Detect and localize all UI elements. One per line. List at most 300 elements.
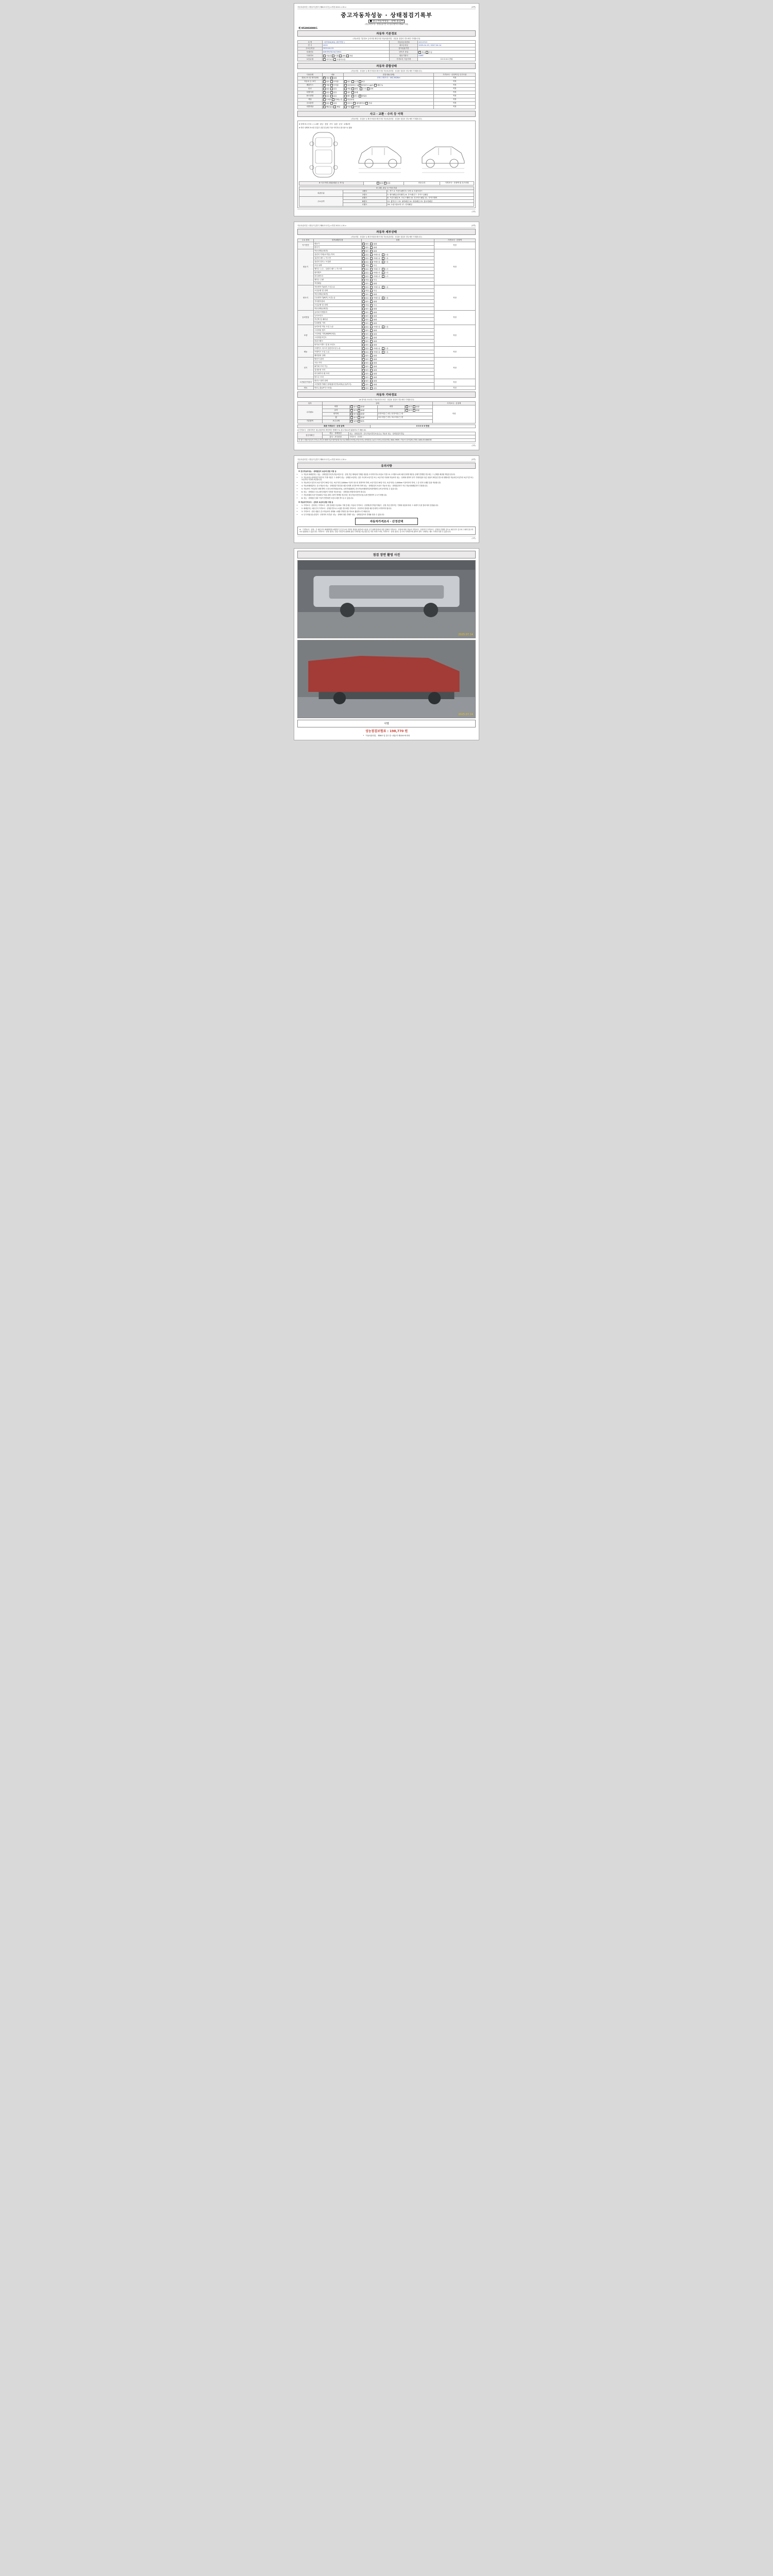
checkbox-opt1[interactable] — [370, 272, 373, 274]
checkbox-opt1[interactable] — [370, 347, 373, 350]
checkbox-opt2[interactable] — [382, 268, 384, 270]
structure-title: ※ 교환, 판금 등 이상 부위 — [299, 187, 474, 190]
detail-item-label: 스티어링 펌프 — [314, 329, 362, 332]
overall-row-note-4: 적정 — [434, 91, 476, 94]
checkbox-accident-yes[interactable] — [384, 182, 386, 184]
checkbox-recall-na[interactable] — [323, 106, 326, 108]
detail-item-label: 작동상태(공회전) — [314, 293, 362, 296]
checkbox-first[interactable] — [362, 290, 365, 292]
checkbox-first[interactable] — [362, 376, 365, 379]
checkbox-opt1[interactable] — [370, 333, 373, 335]
section-overall-note: (자동차법 · 상업용 등 확인사항을 확인사항 자동차관리법 · 상업용 점검의 경우에만 기재합니다) — [351, 70, 422, 73]
checkbox-opt1[interactable] — [370, 369, 373, 371]
checkbox-opt1[interactable] — [370, 297, 373, 299]
checkbox-opt1[interactable] — [370, 340, 373, 343]
value-smoke: % — [381, 84, 383, 87]
checkbox-business[interactable] — [359, 95, 361, 97]
checkbox-vin-repaint[interactable] — [351, 80, 354, 83]
checkbox-opt1[interactable] — [370, 336, 373, 339]
checkbox-opt1[interactable] — [370, 290, 373, 292]
detail-item-label: 연료누출(LP가스포함) — [314, 386, 362, 390]
notice-title-2: ※ 자동차가격조사 · 산정의 보증에 관한 사항 등 — [298, 501, 333, 503]
checkbox-hc[interactable] — [356, 84, 361, 87]
outer-rank-2: 2랭크 — [343, 193, 386, 196]
checkbox-first[interactable] — [362, 297, 365, 299]
document-subtitle — [297, 20, 476, 25]
checkbox-vin-bad[interactable] — [330, 80, 333, 83]
overall-state-table — [297, 73, 476, 109]
car-side-view-icon — [356, 130, 405, 179]
value-hc: ppm — [369, 84, 374, 87]
checkbox-opt1[interactable] — [370, 261, 373, 263]
checkbox-first[interactable] — [362, 372, 365, 375]
sheet-topbar — [297, 6, 476, 9]
checkbox-opt1[interactable] — [370, 326, 373, 328]
detail-item-options: ✓ 없음 미세누유 누유 — [361, 285, 434, 289]
checkbox-opt2[interactable] — [382, 275, 384, 278]
checkbox-opt2[interactable] — [382, 351, 384, 353]
checkbox-first[interactable] — [362, 300, 365, 303]
bottom-legal-note: * 「자동차관리법」 제58조 및 같은 법 시행규칙 제120조에 따라 — [363, 735, 410, 737]
checkbox-first[interactable] — [362, 362, 365, 364]
detail-item-label: 실린더 헤드 / 가스켓 — [314, 257, 362, 260]
detail-item-label: 실내송풍 모터 — [314, 368, 362, 372]
inner-list-a: 8. 프론트패널 9. 크로스멤버 10. 인사이드패널 11. 사이드멤버 — [386, 196, 474, 199]
checkbox-first[interactable] — [362, 365, 365, 368]
value-trans-type: ✓ 자동 수동 — [418, 50, 476, 54]
checkbox-wheel-ok[interactable] — [350, 416, 353, 419]
checkbox-first[interactable] — [362, 243, 365, 245]
sheet-1-footer: (3쪽) — [297, 209, 476, 213]
detail-group-label: 자기진단 — [298, 242, 314, 249]
checkbox-opt1[interactable] — [370, 318, 373, 321]
checkbox-trans-auto[interactable] — [418, 51, 421, 54]
checkbox-opt1[interactable] — [370, 387, 373, 389]
checkbox-first[interactable] — [362, 311, 365, 314]
checkbox-opt1[interactable] — [370, 304, 373, 307]
checkbox-tire-ok[interactable] — [350, 413, 353, 415]
signature-row-1-type: 검사 · 조사산정 — [322, 435, 348, 438]
detail-state-table — [297, 239, 476, 390]
overall-row-note-0: 적정 — [434, 76, 476, 80]
value-vin: KMHFM781HA70901 — [322, 50, 390, 54]
checkbox-opt1[interactable] — [370, 286, 373, 289]
document-number: 제 952003009도 — [298, 27, 318, 30]
overall-col-1: 내용 — [322, 73, 343, 76]
checkbox-opt2[interactable] — [382, 253, 384, 256]
detail-col-1: 항목/해당부품 — [314, 239, 362, 242]
diagram-legend-1: ※ 상태 표시 부호 : ( ) 교환 · 판금 · 용접 · 부식 · 흠집 · 손상 · 교체요망 — [299, 123, 350, 125]
value-warranty-amount: 0 0 0 0 0 만원 — [418, 58, 476, 61]
checkbox-opt2[interactable] — [382, 286, 384, 289]
detail-group-price: 적정 — [434, 379, 475, 386]
checkbox-opt1[interactable] — [370, 311, 373, 314]
outer-list-1: 1. 후드 2. 프론트펜더 3. 도어 4. 트렁크리드 — [386, 190, 474, 193]
other-price-note: 적정 — [432, 405, 475, 423]
detail-item-label: 파워크랭크 — [314, 340, 362, 343]
detail-item-label: 라디에이터 팬 모터 — [314, 372, 362, 376]
checkbox-fuel-lpg[interactable] — [339, 55, 342, 57]
section-detail-note: (자동차법 · 상업용 등 확인사항을 확인사항 자동차관리법 · 상업용 점검의 경우에만 기재합니다) — [351, 235, 422, 238]
label-insp-valid: 검사유효기간 — [390, 47, 418, 50]
checkbox-opt2[interactable] — [382, 297, 384, 299]
checkbox-first[interactable] — [362, 293, 365, 296]
checkbox-first[interactable] — [362, 380, 365, 382]
detail-item-label: 스티어링조인트 — [314, 336, 362, 340]
checkbox-tuning-yes[interactable] — [330, 88, 333, 90]
overall-row-name-4: 특별이력 — [298, 91, 323, 94]
checkbox-opt1[interactable] — [370, 372, 373, 375]
checkbox-opt1[interactable] — [370, 376, 373, 379]
checkbox-option-etc[interactable] — [365, 102, 368, 105]
detail-group-label: 제동 — [298, 347, 314, 358]
checkbox-first[interactable] — [362, 340, 365, 343]
checkbox-rent[interactable] — [344, 95, 347, 97]
checkbox-opt1[interactable] — [370, 354, 373, 357]
sheet-3-footer: (3쪽) — [297, 536, 476, 539]
checkbox-tuning-structure[interactable] — [360, 88, 362, 90]
checkbox-first[interactable] — [362, 358, 365, 361]
checkbox-first[interactable] — [362, 268, 365, 270]
table-row — [298, 311, 476, 314]
checkbox-recall-yes[interactable] — [333, 106, 336, 108]
checkbox-opt1[interactable] — [370, 358, 373, 361]
checkbox-vin-ok[interactable] — [323, 80, 326, 83]
overall-row-opts-3: ✓ 없음 있음 — [322, 87, 343, 91]
checkbox-first[interactable] — [362, 308, 365, 310]
checkbox-opt2[interactable] — [382, 272, 384, 274]
document-subtitle-box: ■ 중고자동차성능 · 상태 점검부 — [368, 20, 405, 23]
other-col-0: 항목 — [298, 402, 323, 405]
outer-list-2: 5. 쿼터패널(리어펜더) 6. 루프패널 7. 사이드실패널 — [386, 193, 474, 196]
detail-item-label: 고전원전기배선 상태(접속단자/피복/손상/부식) — [314, 383, 362, 386]
sheet-2-ref: 자동차관리법 시행규칙 [별지 제82호서식] <개정 2021.1.19.> — [297, 224, 347, 227]
notice-item: • 1. 자동차 매매업자는 성능 · 상태점검기록부(자동차인도일 · 산정 부분 제외)에 기재된 내용을 고의적이거나 과실로 거짓으로 고지할으로써 매수인에게 재산상 손해가 발생한 경우에는 그 손해를 배상할 책임을 집니다. — [301, 473, 476, 476]
overall-row-name-5: 용도변경 — [298, 94, 323, 98]
checkbox-opt1[interactable] — [370, 351, 373, 353]
detail-group-price: 적정 — [434, 347, 475, 358]
checkbox-exterior-bad[interactable] — [358, 405, 360, 408]
checkbox-opt1[interactable] — [370, 300, 373, 303]
checkbox-fuel-gasoline[interactable] — [323, 55, 326, 57]
checkbox-first[interactable] — [362, 246, 365, 249]
checkbox-warranty-ins[interactable] — [333, 58, 336, 61]
table-row — [298, 285, 476, 289]
inspection-photo-2 — [297, 640, 476, 718]
checkbox-first[interactable] — [362, 344, 365, 346]
notice-item: • 4. 특기사항(성능점검자 · 산정자의 의견)은 성능 · 상태에 대한 견해가 성능 · 상태점검자의 견해와 다를 수 있습니다. — [301, 514, 476, 516]
checkbox-first[interactable] — [362, 329, 365, 332]
checkbox-blank-bad[interactable] — [413, 409, 415, 412]
checkbox-interior-ok[interactable] — [406, 405, 408, 408]
checkbox-recall-done[interactable] — [344, 106, 347, 108]
history-accident-value: 없음 있음 — [364, 181, 404, 185]
sheet-2-footer: (3쪽) — [297, 443, 476, 447]
checkbox-fire[interactable] — [351, 91, 354, 94]
section-basic-info-note: (자동차법 기본정보 등의사항 확인사항 자동차관리법 · 상업용 점검의 경우에만 기재합니다) — [352, 38, 421, 40]
checkbox-opt1[interactable] — [370, 362, 373, 364]
sheet-2-topbar — [297, 224, 476, 228]
checkbox-opt1[interactable] — [370, 383, 373, 386]
label-first-reg-date: 주소등록일 — [298, 47, 323, 50]
checkbox-navigation[interactable] — [353, 102, 356, 105]
overall-row-val-4: 침수 화재 — [343, 91, 434, 94]
diagram-legend-2: ※ 하단 상태에 표시한 부분은 점검 및 판단 기준 이미지로 참고용으로 활용 — [299, 126, 352, 129]
overall-row-opts-8: ✓ 해당없음 해당 — [322, 105, 343, 109]
checkbox-option-yes[interactable] — [330, 102, 333, 105]
checkbox-warranty-self[interactable] — [323, 58, 326, 61]
checkbox-first[interactable] — [362, 347, 365, 350]
table-row — [298, 249, 476, 253]
checkbox-fuel-etc[interactable] — [346, 55, 349, 57]
checkbox-exterior-ok[interactable] — [350, 405, 353, 408]
inner-rank-b: B랭크 — [343, 200, 386, 203]
notice-item: • 2. 자동차성능상태점검기록부의 기재 사항은 그 차량의 성능 · 상태를 보증하는 것은 아니며 보증기간 또는 보증거리 이내에 자동차의 성능 · 상태에 대하여 상기 기재사항과 다른 내용이 확인된 경우에 대해서만 자동차인도일부터 보증기간 또는 보증거리 이내에 보증합니다. — [301, 477, 476, 481]
detail-item-label: 등속조인트 — [314, 314, 362, 318]
document-title: 중고자동차성능 · 상태점검기록부 — [341, 12, 432, 19]
checkbox-color-changed[interactable] — [344, 98, 347, 101]
inner-list-c: 16. 트렁크플로어 17. 리어패널 — [386, 203, 474, 206]
detail-item-label: 커먼레일 — [314, 282, 362, 285]
checkbox-special-yes[interactable] — [330, 91, 333, 94]
checkbox-accident-none[interactable] — [377, 182, 379, 184]
detail-item-options: ✓ 양호 불량 — [361, 329, 434, 332]
checkbox-opt1[interactable] — [370, 380, 373, 382]
checkbox-tuning-legal[interactable] — [344, 88, 347, 90]
overall-row-opts-1: ✓ 양호 부적합 — [322, 80, 343, 83]
checkbox-spare-no[interactable] — [358, 420, 360, 422]
checkbox-glass-ok[interactable] — [350, 409, 353, 412]
checkbox-first[interactable] — [362, 286, 365, 289]
detail-group-price: 적정 — [434, 358, 475, 379]
detail-item-options: ✓ 적정 부족 — [361, 278, 434, 282]
detail-item-label: 와이퍼 모터 기능 — [314, 365, 362, 368]
checkbox-opt1[interactable] — [370, 282, 373, 285]
checkbox-mileage-bad[interactable] — [330, 77, 333, 79]
detail-item-label: 브레이크 마스터 실린더오일 누유 — [314, 347, 362, 350]
overall-row-val-2: 일산화탄소 % 탄화수소 ppm 매연 % — [343, 83, 434, 87]
checkbox-first[interactable] — [362, 261, 365, 263]
overall-row-note-3: 적정 — [434, 87, 476, 91]
checkbox-opt2[interactable] — [382, 257, 384, 260]
overall-row-name-3: 튜닝 — [298, 87, 323, 91]
checkbox-vin-etc[interactable] — [359, 80, 361, 83]
label-fuel: 사용연료 — [298, 54, 323, 58]
checkbox-opt1[interactable] — [370, 243, 373, 245]
other-item-glass: 유리 — [322, 409, 349, 412]
checkbox-wheel-bad[interactable] — [358, 416, 360, 419]
checkbox-opt2[interactable] — [382, 261, 384, 263]
section-notice-header: 유의사항 — [297, 463, 476, 469]
history-price-note: 가격조사 · 산정액 및 특기사항 — [440, 181, 474, 185]
checkbox-first[interactable] — [362, 351, 365, 353]
checkbox-opt1[interactable] — [370, 329, 373, 332]
other-opts-wheel: ✓ 양호 불량 — [350, 416, 377, 419]
checkbox-first[interactable] — [362, 264, 365, 267]
detail-item-options: ✓ 양호 불량 — [361, 336, 434, 340]
checkbox-tuning-illegal[interactable] — [351, 88, 354, 90]
checkbox-first[interactable] — [362, 315, 365, 317]
checkbox-first[interactable] — [362, 383, 365, 386]
sheet-3 — [294, 455, 479, 544]
signature-row-0-text: 성능 · 상태점검자 : 한국자동차진단보증(주) / 자동차 성능 · 상태점검자 발급 — [349, 432, 476, 435]
other-col-1: 상태 — [322, 402, 432, 405]
checkbox-emission-bad[interactable] — [330, 84, 333, 87]
total-value: 0 0 0 0 0 만원 — [371, 425, 476, 428]
checkbox-first[interactable] — [362, 354, 365, 357]
detail-item-label: 기어변속장치 — [314, 300, 362, 303]
overall-row-name-6: 색상 — [298, 98, 323, 101]
overall-row-opts-2: ✓ 적합 부적합 — [322, 83, 343, 87]
checkbox-opt1[interactable] — [370, 322, 373, 325]
label-year: 연 식 — [298, 44, 323, 47]
notice-item: • 4. 자동차매매업자는 중고자동차 성능 · 상태점검기록부를 매수인에게 교부하여야 하며 성능 · 상태점검의 보증은 자동차 성능 · 상태점검자가 아닌 자동차매매업자가 부담합니다. — [301, 485, 476, 487]
checkbox-first[interactable] — [362, 318, 365, 321]
checkbox-opt1[interactable] — [370, 253, 373, 256]
photo-1-timestamp: 2025.07.14 — [458, 633, 473, 637]
checkbox-co[interactable] — [344, 84, 347, 87]
other-item-wheel: 휠 — [322, 416, 349, 419]
checkbox-interior-bad[interactable] — [413, 405, 415, 408]
checkbox-first[interactable] — [362, 333, 365, 335]
inner-frame-label: 주요골격 — [299, 196, 343, 206]
damage-diagram — [297, 121, 476, 208]
value-engine-type: G4KE — [418, 54, 476, 58]
table-row — [298, 325, 476, 329]
checkbox-first[interactable] — [362, 336, 365, 339]
checkbox-recall-notdone[interactable] — [351, 106, 354, 108]
checkbox-usechange-yes[interactable] — [330, 95, 333, 97]
other-item-exterior: 외장 — [322, 405, 349, 409]
checkbox-spare-yes[interactable] — [350, 420, 353, 422]
checkbox-opt2[interactable] — [382, 326, 384, 328]
checkbox-lease[interactable] — [351, 95, 354, 97]
checkbox-opt1[interactable] — [370, 264, 373, 267]
inner-rank-a: A랭크 — [343, 196, 386, 199]
checkbox-color-full[interactable] — [332, 98, 334, 101]
detail-col-3: 가격조사 · 산정액 — [434, 239, 475, 242]
checkbox-fuel-diesel[interactable] — [332, 55, 334, 57]
checkbox-opt1[interactable] — [370, 308, 373, 310]
inner-rank-c: C랭크 — [343, 203, 386, 206]
checkbox-opt1[interactable] — [370, 315, 373, 317]
checkbox-first[interactable] — [362, 250, 365, 252]
detail-item-label: 작동상태(공회전) — [314, 249, 362, 253]
checkbox-trans-manual[interactable] — [426, 51, 428, 54]
checkbox-opt1[interactable] — [370, 257, 373, 260]
checkbox-first[interactable] — [362, 257, 365, 260]
other-info-table — [297, 401, 476, 423]
outer-panel-label: 외판부위 — [299, 190, 343, 196]
detail-group-price: 적정 — [434, 285, 475, 311]
detail-group-price: 적정 — [434, 311, 475, 325]
checkbox-flood[interactable] — [344, 91, 347, 94]
checkbox-tuning-device[interactable] — [367, 88, 369, 90]
other-opts-tire: ✓ 양호 불량 — [350, 412, 377, 416]
value-first-reg: 2025-04-15 / 2027-04-14 — [418, 44, 476, 47]
checkbox-first[interactable] — [362, 279, 365, 281]
table-row — [298, 379, 476, 383]
checkbox-opt1[interactable] — [370, 246, 373, 249]
sheet-2-page: (3쪽) — [471, 224, 476, 227]
detail-item-label: 브레이크 오일 누유 — [314, 350, 362, 354]
checkbox-opt1[interactable] — [370, 279, 373, 281]
checkbox-opt2[interactable] — [382, 347, 384, 350]
checkbox-opt1[interactable] — [370, 344, 373, 346]
checkbox-emission-ok[interactable] — [323, 84, 326, 87]
checkbox-first[interactable] — [362, 275, 365, 278]
checkbox-blank-ok[interactable] — [406, 409, 408, 412]
checkbox-smoke[interactable] — [374, 84, 377, 87]
checkbox-color-original[interactable] — [323, 98, 326, 101]
detail-group-label: 원동기 — [298, 249, 314, 285]
checkbox-mileage-ok[interactable] — [323, 77, 326, 79]
detail-group-price: 적정 — [434, 249, 475, 285]
signature-table — [297, 432, 476, 442]
checkbox-opt1[interactable] — [370, 268, 373, 270]
car-top-view-icon — [306, 130, 342, 179]
checkbox-vin-altered[interactable] — [344, 80, 347, 83]
checkbox-first[interactable] — [362, 387, 365, 389]
checkbox-tire-bad[interactable] — [358, 413, 360, 415]
detail-group-label: 변속기 — [298, 285, 314, 311]
checkbox-sunroof[interactable] — [344, 102, 347, 105]
detail-item-options: ✓ 양호 불량 — [361, 368, 434, 372]
detail-item-label: 배력장치 상태 — [314, 354, 362, 358]
checkbox-opt1[interactable] — [370, 293, 373, 296]
detail-item-label: 변속기 — [314, 246, 362, 249]
detail-item-options: ✓ 없음 미세누수 누수 — [361, 267, 434, 271]
detail-item-options: ✓ 양호 불량 — [361, 372, 434, 376]
detail-item-label: 수동변속기(M/T) 오일누유 — [314, 296, 362, 300]
overall-row-val-7: 선루프 내비게이션 기타 — [343, 101, 434, 105]
detail-item-label: 워터펌프 — [314, 271, 362, 275]
detail-item-label: 윈도우 모터 — [314, 376, 362, 379]
signature-field: 서명 — [297, 720, 476, 727]
checkbox-tuning-none[interactable] — [323, 88, 326, 90]
other-opts-blank: 양호 불량 — [405, 409, 432, 412]
overall-row-opts-5: ✓ 없음 있음 — [322, 94, 343, 98]
detail-item-options: ✓ 양호 불량 — [361, 358, 434, 361]
value-first-reg-date: 2015-04-15 — [322, 47, 390, 50]
detail-item-label: 추진축 및 베어링 — [314, 318, 362, 321]
checkbox-special-none[interactable] — [323, 91, 326, 94]
detail-item-label: 라디에이터 — [314, 275, 362, 278]
table-row — [298, 347, 476, 350]
checkbox-option-none[interactable] — [323, 102, 326, 105]
checkbox-first[interactable] — [362, 253, 365, 256]
checkbox-glass-bad[interactable] — [358, 409, 360, 412]
checkbox-usechange-none[interactable] — [323, 95, 326, 97]
detail-item-options: ✓ 양호 불량 — [361, 300, 434, 303]
checkbox-first[interactable] — [362, 282, 365, 285]
sheet-3-ref: 자동차관리법 시행규칙 [별지 제82호서식] <개정 2021.1.19.> — [297, 458, 347, 461]
checkbox-first[interactable] — [362, 369, 365, 371]
overall-row-val-5: 렌트 리스 영업용 — [343, 94, 434, 98]
detail-item-options: ✓ 없음 미세누수 누수 — [361, 271, 434, 275]
checkbox-first[interactable] — [362, 326, 365, 328]
checkbox-opt1[interactable] — [370, 275, 373, 278]
checkbox-first[interactable] — [362, 304, 365, 307]
checkbox-first[interactable] — [362, 322, 365, 325]
checkbox-opt1[interactable] — [370, 250, 373, 252]
table-row — [298, 358, 476, 361]
overall-row-note-6: 적정 — [434, 98, 476, 101]
checkbox-first[interactable] — [362, 272, 365, 274]
overall-row-extra-0: 현재 주행거리 : 162,362Km — [343, 76, 434, 80]
checkbox-opt1[interactable] — [370, 365, 373, 368]
detail-item-options: ✓ 없음 미세누유 누유 — [361, 260, 434, 264]
